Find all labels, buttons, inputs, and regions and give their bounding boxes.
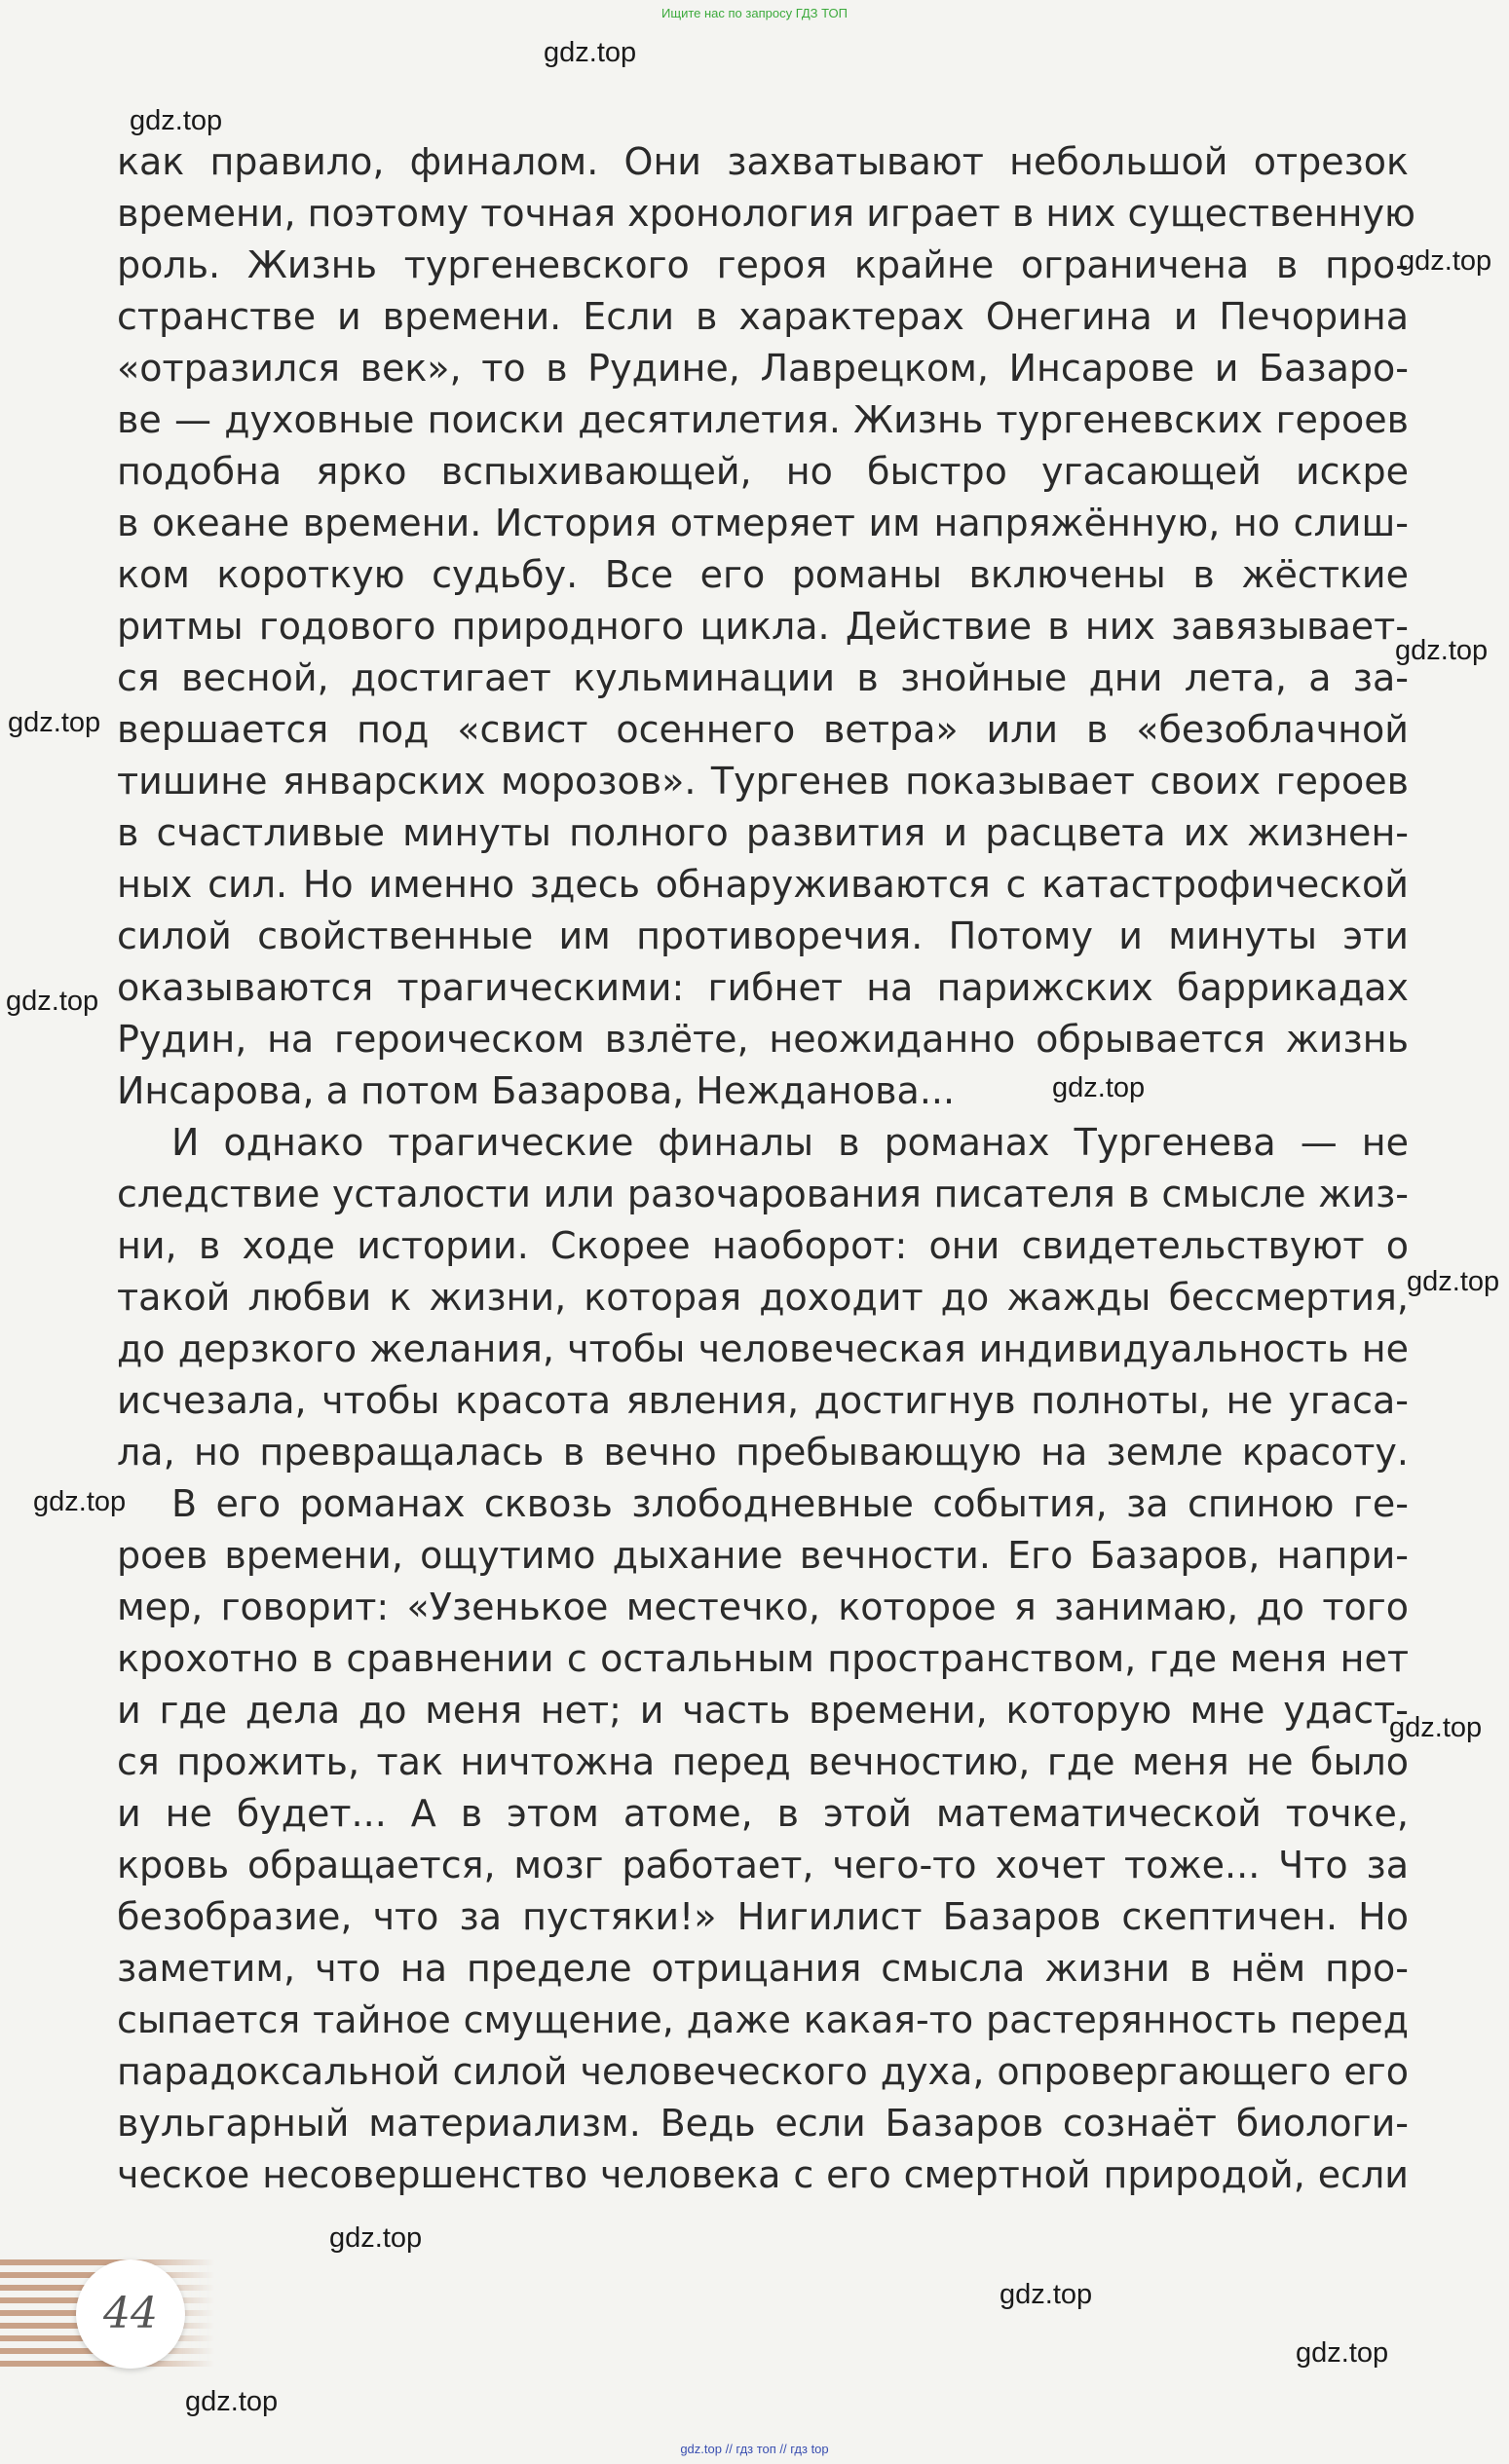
watermark: gdz.top xyxy=(1000,2279,1093,2310)
text-line: тишине январских морозов». Тургенев показывает своих героев xyxy=(117,760,1409,803)
bottom-banner: gdz.top // гдз топ // гдз top xyxy=(680,2442,829,2456)
watermark: gdz.top xyxy=(1395,635,1489,666)
watermark: gdz.top xyxy=(544,37,637,68)
text-line: ве — духовные поиски десятилетия. Жизнь тургеневских героев xyxy=(117,398,1409,441)
page-number: 44 xyxy=(103,2289,158,2338)
text-line: в океане времени. История отмеряет им напряжённую, но слиш- xyxy=(117,502,1409,544)
text-line: роев времени, ощутимо дыхание вечности. Его Базаров, напри- xyxy=(117,1534,1409,1577)
watermark: gdz.top xyxy=(8,707,101,738)
text-line: Рудин, на героическом взлёте, неожиданно обрывается жизнь xyxy=(117,1018,1409,1061)
body-text xyxy=(117,136,1415,2201)
text-line: ритмы годового природного цикла. Действие в них завязывает- xyxy=(117,605,1409,648)
text-line: мер, говорит: «Узенькое местечко, которое я занимаю, до того xyxy=(117,1586,1409,1628)
watermark: gdz.top xyxy=(1407,1266,1500,1297)
text-line: подобна ярко вспыхивающей, но быстро угасающей искре xyxy=(117,450,1409,493)
text-line: роль. Жизнь тургеневского героя крайне ограничена в про- xyxy=(117,243,1409,286)
text-line: вершается под «свист осеннего ветра» или в «безоблачной xyxy=(117,708,1409,751)
text-line: странстве и времени. Если в характерах Онегина и Печорина xyxy=(117,295,1409,338)
text-line: исчезала, чтобы красота явления, достигнув полноты, не угаса- xyxy=(117,1379,1409,1422)
text-line: до дерзкого желания, чтобы человеческая индивидуальность не xyxy=(117,1327,1409,1370)
text-line: оказываются трагическими: гибнет на парижских баррикадах xyxy=(117,966,1409,1009)
watermark: gdz.top xyxy=(6,986,99,1017)
text-line: заметим, что на пределе отрицания смысла жизни в нём про- xyxy=(117,1947,1409,1990)
text-line: силой свойственные им противоречия. Потому и минуты эти xyxy=(117,915,1409,957)
text-line: крохотно в сравнении с остальным пространством, где меня нет xyxy=(117,1637,1409,1680)
watermark: gdz.top xyxy=(1399,245,1492,277)
text-line: сыпается тайное смущение, даже какая-то растерянность перед xyxy=(117,1998,1409,2041)
watermark: gdz.top xyxy=(1296,2337,1389,2369)
text-line: ни, в ходе истории. Скорее наоборот: они свидетельствуют о xyxy=(117,1224,1409,1267)
text-line: вульгарный материализм. Ведь если Базаров сознаёт биологи- xyxy=(117,2102,1409,2145)
text-line: безобразие, что за пустяки!» Нигилист Базаров скептичен. Но xyxy=(117,1895,1409,1938)
text-line: времени, поэтому точная хронология играет в них существенную xyxy=(117,192,1415,235)
text-line: такой любви к жизни, которая доходит до жажды бессмертия, xyxy=(117,1276,1409,1319)
watermark: gdz.top xyxy=(1389,1712,1483,1743)
text-line: и не будет... А в этом атоме, в этой математической точке, xyxy=(117,1792,1409,1835)
text-line: ся весной, достигает кульминации в знойные дни лета, а за- xyxy=(117,656,1409,699)
text-line: ческое несовершенство человека с его смертной природой, если xyxy=(117,2153,1409,2196)
text-line: как правило, финалом. Они захватывают небольшой отрезок xyxy=(117,140,1409,183)
text-line: кровь обращается, мозг работает, чего-то хочет тоже... Что за xyxy=(117,1844,1409,1886)
text-line: ком короткую судьбу. Все его романы включены в жёсткие xyxy=(117,553,1409,596)
text-line: И однако трагические финалы в романах Тургенева — не xyxy=(171,1121,1409,1164)
text-line: «отразился век», то в Рудине, Лаврецком, Инсарове и Базаро- xyxy=(117,347,1409,390)
text-line: и где дела до меня нет; и часть времени, которую мне удаст- xyxy=(117,1689,1409,1732)
text-line: ла, но превращалась в вечно пребывающую на земле красоту. xyxy=(117,1431,1409,1474)
watermark: gdz.top xyxy=(1052,1072,1146,1103)
text-line: Инсарова, а потом Базарова, Нежданова... xyxy=(117,1069,956,1112)
watermark: gdz.top xyxy=(185,2386,279,2417)
text-line: ся прожить, так ничтожна перед вечностию, где меня не было xyxy=(117,1740,1409,1783)
text-line: ных сил. Но именно здесь обнаруживаются с катастрофической xyxy=(117,863,1409,906)
text-line: парадоксальной силой человеческого духа, опровергающего его xyxy=(117,2050,1409,2093)
watermark: gdz.top xyxy=(33,1486,127,1517)
top-banner: Ищите нас по запросу ГДЗ ТОП xyxy=(661,6,848,20)
text-line: В его романах сквозь злободневные события, за спиною ге- xyxy=(171,1482,1409,1525)
watermark: gdz.top xyxy=(130,105,223,136)
watermark: gdz.top xyxy=(329,2222,423,2254)
text-line: следствие усталости или разочарования писателя в смысле жиз- xyxy=(117,1173,1409,1215)
text-line: в счастливые минуты полного развития и расцвета их жизнен- xyxy=(117,811,1409,854)
